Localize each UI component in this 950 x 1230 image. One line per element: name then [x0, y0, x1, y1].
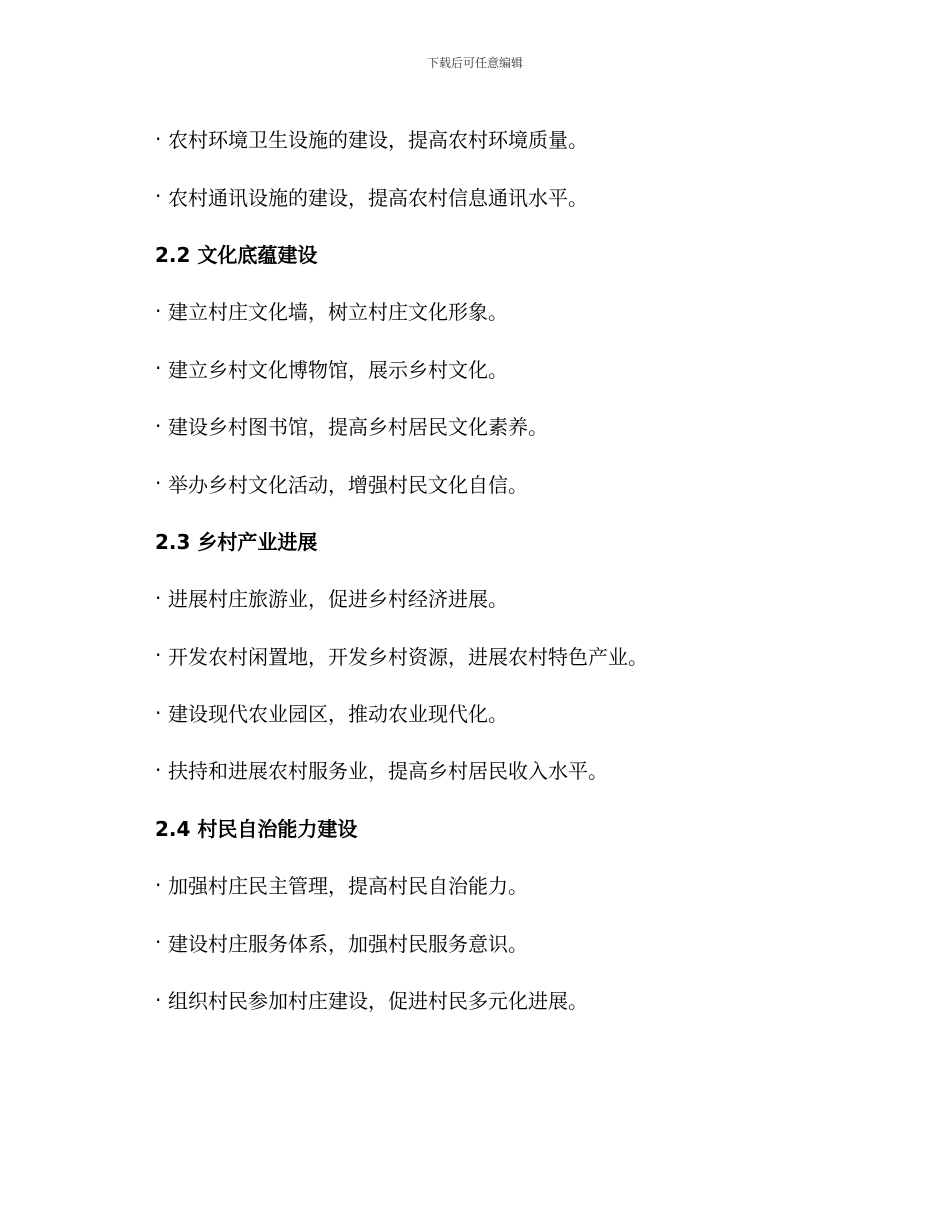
bullet-dot: · [155, 413, 162, 438]
bullet-text: 农村环境卫生设施的建设，提高农村环境质量。 [168, 128, 588, 153]
bullet-item [155, 569, 855, 626]
bullet-dot: · [155, 643, 162, 668]
bullet-dot: · [155, 757, 162, 782]
bullet-text: 建设村庄服务体系，加强村民服务意识。 [168, 931, 528, 956]
section-heading [155, 799, 855, 856]
bullet-item [155, 282, 855, 339]
bullet-item [155, 684, 855, 741]
bullet-item [155, 110, 855, 167]
bullet-text: 建设现代农业园区，推动农业现代化。 [168, 702, 508, 727]
bullet-text: 建立乡村文化博物馆，展示乡村文化。 [168, 357, 508, 382]
bullet-dot: · [155, 126, 162, 151]
bullet-item [155, 627, 855, 684]
bullet-dot: · [155, 872, 162, 897]
bullet-dot: · [155, 585, 162, 610]
bullet-item [155, 856, 855, 913]
section-heading-text: 2.4 村民自治能力建设 [155, 816, 358, 841]
page-header-note: 下载后可任意编辑 [426, 56, 523, 70]
bullet-text: 举办乡村文化活动，增强村民文化自信。 [168, 472, 528, 497]
bullet-dot: · [155, 700, 162, 725]
bullet-text: 组织村民参加村庄建设，促进村民多元化进展。 [168, 989, 588, 1014]
bullet-item [155, 741, 855, 798]
bullet-item [155, 397, 855, 454]
bullet-text: 建设乡村图书馆，提高乡村居民文化素养。 [168, 415, 548, 440]
section-heading-text: 2.3 乡村产业进展 [155, 529, 318, 554]
bullet-dot: · [155, 471, 162, 496]
bullet-item [155, 971, 855, 1028]
section-heading [155, 225, 855, 282]
bullet-dot: · [155, 930, 162, 955]
bullet-item [155, 913, 855, 970]
bullet-dot: · [155, 987, 162, 1012]
bullet-item [155, 167, 855, 224]
bullet-item [155, 340, 855, 397]
section-heading [155, 512, 855, 569]
bullet-text: 加强村庄民主管理，提高村民自治能力。 [168, 874, 528, 899]
bullet-dot: · [155, 356, 162, 381]
document-body [155, 110, 855, 1028]
bullet-text: 农村通讯设施的建设，提高农村信息通讯水平。 [168, 185, 588, 210]
bullet-dot: · [155, 298, 162, 323]
bullet-text: 扶持和进展农村服务业，提高乡村居民收入水平。 [168, 759, 608, 784]
bullet-text: 进展村庄旅游业，促进乡村经济进展。 [168, 587, 508, 612]
section-heading-text: 2.2 文化底蕴建设 [155, 242, 318, 267]
bullet-dot: · [155, 184, 162, 209]
bullet-text: 建立村庄文化墙，树立村庄文化形象。 [168, 300, 508, 325]
bullet-item [155, 454, 855, 511]
bullet-text: 开发农村闲置地，开发乡村资源，进展农村特色产业。 [168, 644, 648, 669]
